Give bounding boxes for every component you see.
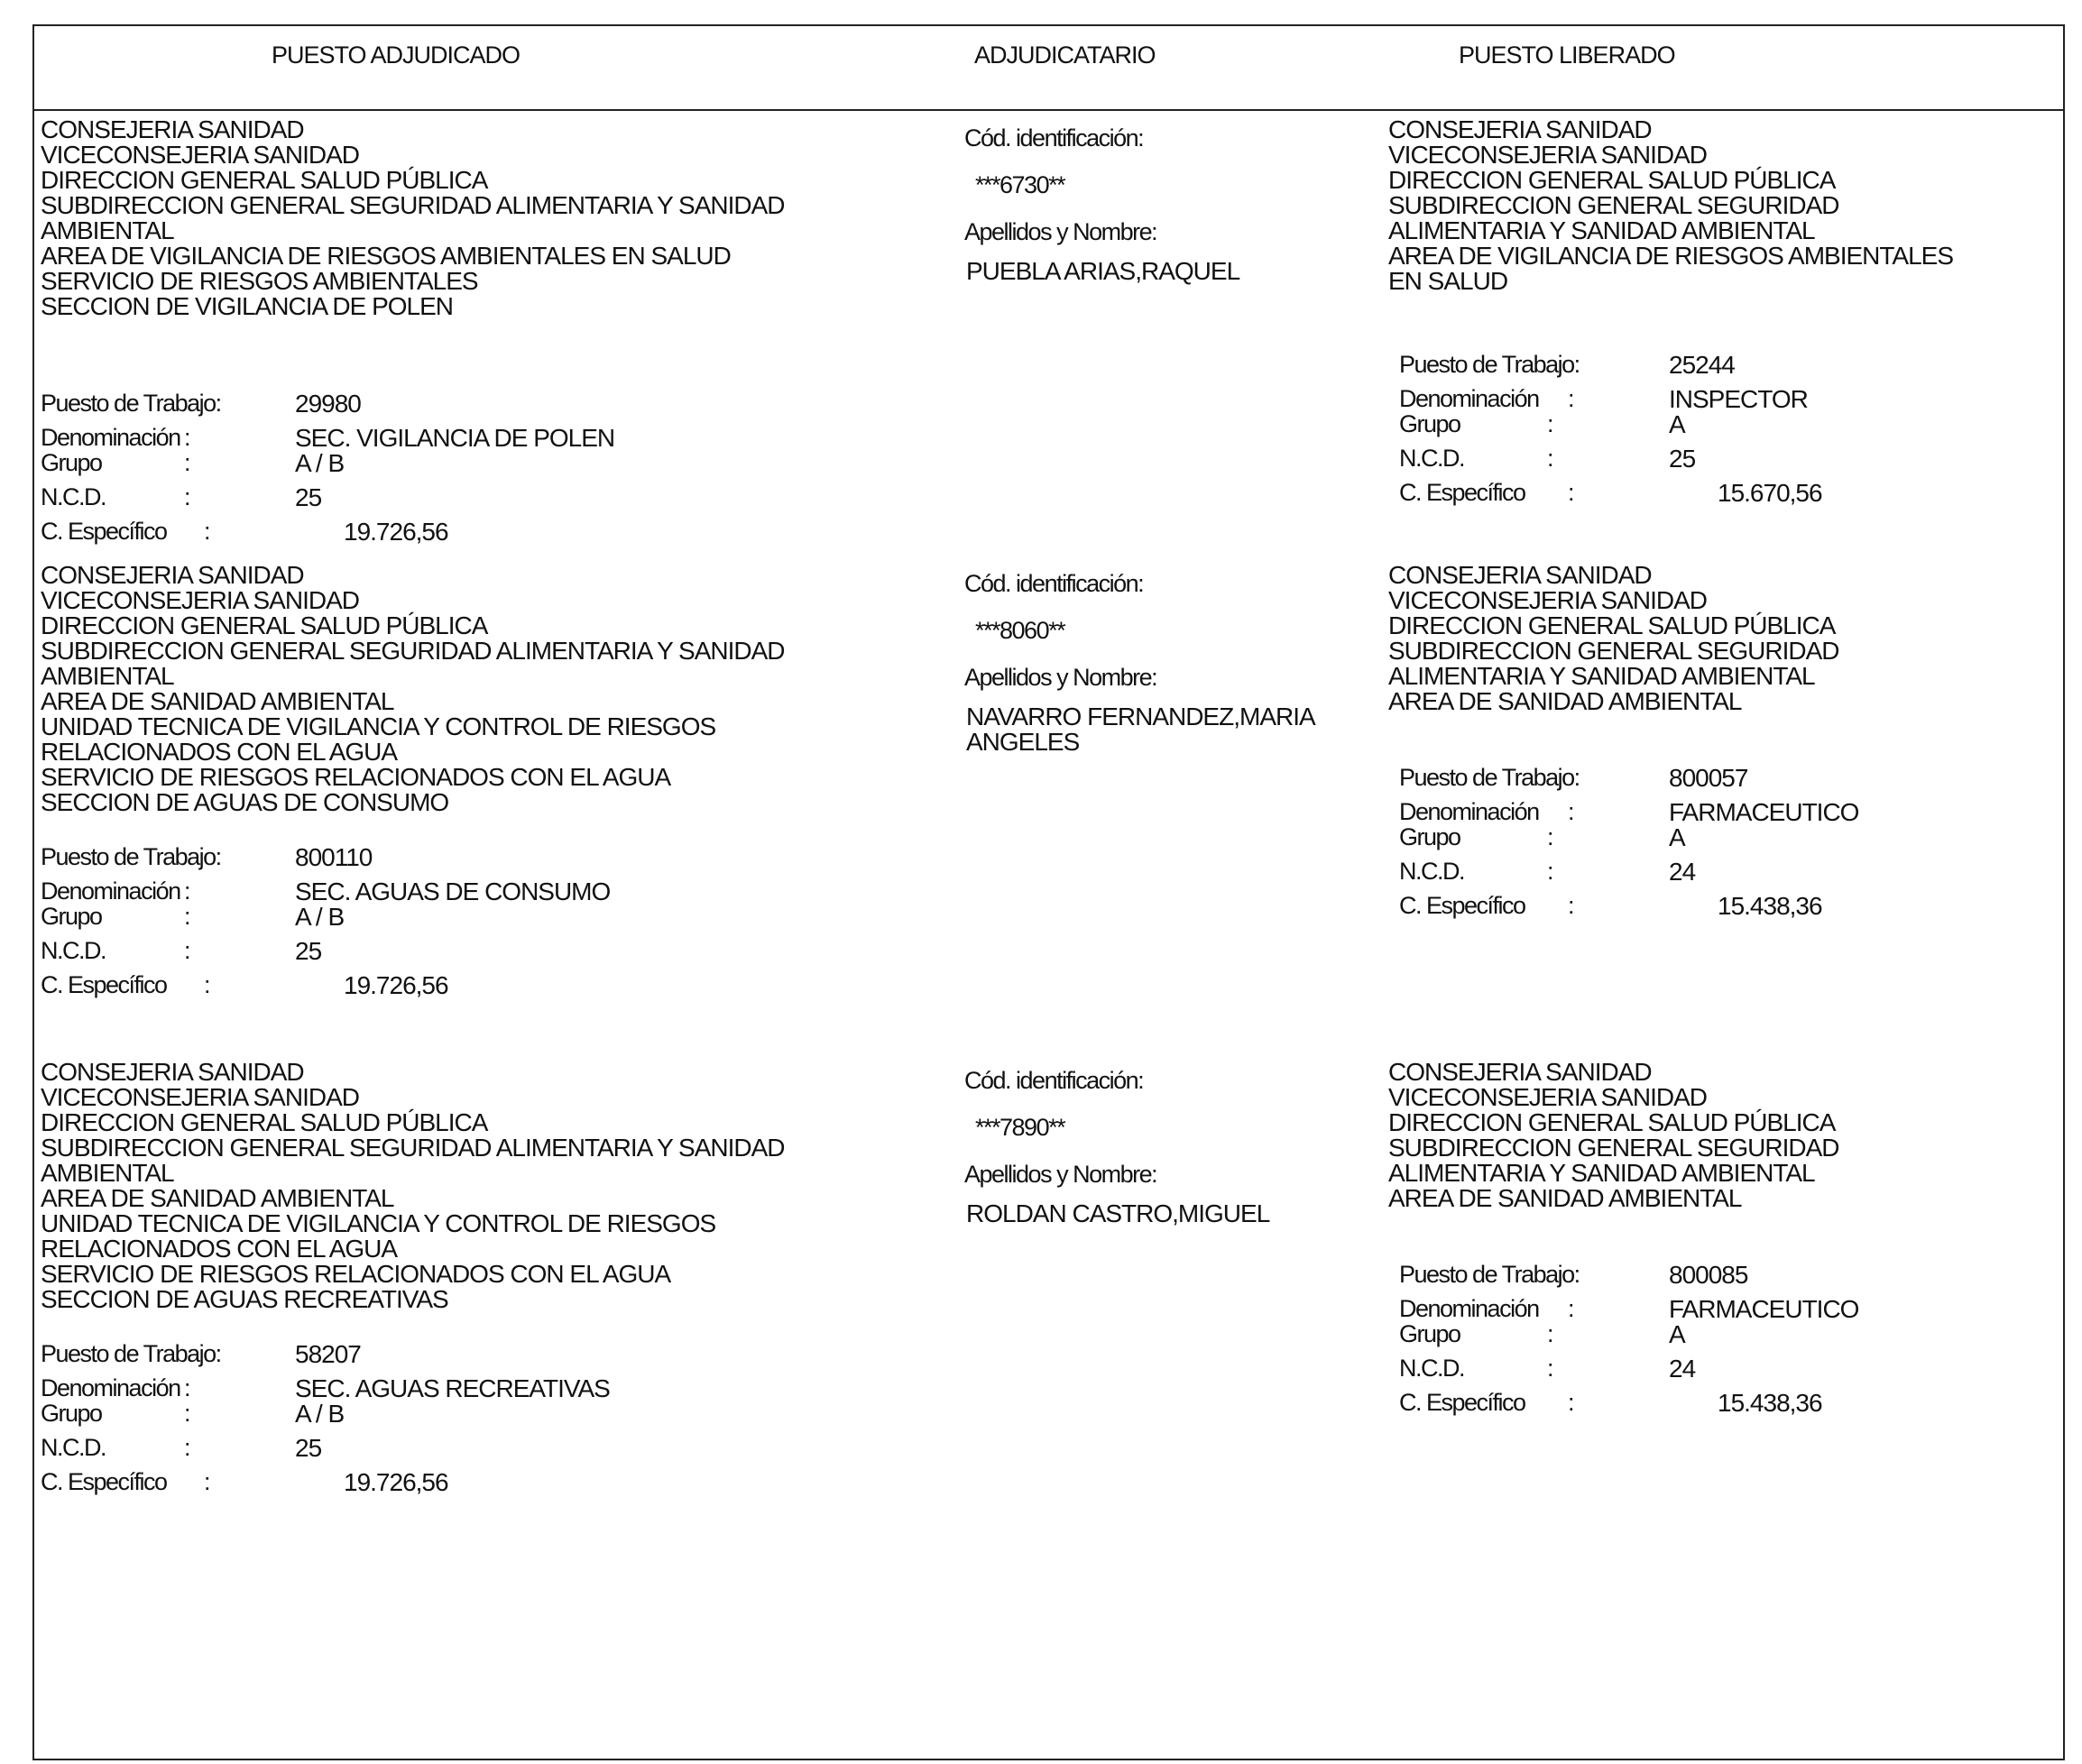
adjudicado-unit-line: VICECONSEJERIA SANIDAD <box>41 141 359 169</box>
adjudicado-unit <box>41 1060 852 1312</box>
puesto-label: Puesto de Trabajo: <box>41 390 221 417</box>
denominacion-value: SEC. VIGILANCIA DE POLEN <box>295 424 615 452</box>
adjudicatario-name-line: PUEBLA ARIAS,RAQUEL <box>966 257 1240 285</box>
liberado-unit <box>1388 563 2020 714</box>
grupo-value: A <box>1669 823 1685 851</box>
adjudicado-unit-line: VICECONSEJERIA SANIDAD <box>41 586 359 614</box>
apellidos-label: Apellidos y Nombre: <box>964 1161 1157 1188</box>
adjudicatario-name <box>966 1201 1345 1227</box>
denominacion-value: SEC. AGUAS RECREATIVAS <box>295 1374 610 1402</box>
liberado-unit-line: CONSEJERIA SANIDAD <box>1388 1058 1652 1086</box>
ncd-value: 25 <box>295 937 322 965</box>
denominacion-label: Denominación <box>1399 798 1539 825</box>
puesto-value: 29980 <box>295 390 361 418</box>
adjudicado-unit-line: AMBIENTAL <box>41 216 174 244</box>
liberado-unit-line: EN SALUD <box>1388 267 1508 295</box>
grupo-label: Grupo <box>1399 1320 1460 1347</box>
liberado-unit-line: DIRECCION GENERAL SALUD PÚBLICA <box>1388 166 1836 194</box>
adjudicado-unit-line: CONSEJERIA SANIDAD <box>41 115 304 143</box>
adjudicado-unit-line: SECCION DE AGUAS DE CONSUMO <box>41 788 449 816</box>
header-divider <box>32 109 2065 111</box>
ncd-label: N.C.D. <box>41 483 106 510</box>
especifico-value: 19.726,56 <box>344 518 448 546</box>
adjudicado-unit-line: SUBDIRECCION GENERAL SEGURIDAD ALIMENTARIA Y SANIDAD <box>41 191 785 219</box>
liberado-unit-line: SUBDIRECCION GENERAL SEGURIDAD <box>1388 191 1839 219</box>
grupo-value: A <box>1669 410 1685 438</box>
especifico-label: C. Específico <box>41 518 167 545</box>
colon: : <box>184 449 190 476</box>
cod-value: ***6730** <box>975 171 1065 198</box>
puesto-label: Puesto de Trabajo: <box>1399 351 1580 378</box>
grupo-label: Grupo <box>1399 410 1460 437</box>
denominacion-value: INSPECTOR <box>1669 385 1808 413</box>
adjudicado-unit-line: SERVICIO DE RIESGOS RELACIONADOS CON EL AGUA <box>41 763 671 791</box>
adjudicado-unit-line: AREA DE VIGILANCIA DE RIESGOS AMBIENTALES EN SALUD <box>41 242 731 270</box>
adjudicado-unit-line: SERVICIO DE RIESGOS AMBIENTALES <box>41 267 478 295</box>
liberado-unit-line: ALIMENTARIA Y SANIDAD AMBIENTAL <box>1388 1159 1815 1187</box>
colon: : <box>184 1400 190 1427</box>
ncd-value: 24 <box>1669 858 1696 886</box>
grupo-label: Grupo <box>1399 823 1460 850</box>
adjudicado-unit-line: DIRECCION GENERAL SALUD PÚBLICA <box>41 611 488 639</box>
denominacion-value: SEC. AGUAS DE CONSUMO <box>295 877 611 905</box>
grupo-value: A / B <box>295 449 345 477</box>
colon: : <box>1547 410 1553 437</box>
grupo-value: A / B <box>295 903 345 931</box>
puesto-label: Puesto de Trabajo: <box>41 843 221 870</box>
header-puesto-adjudicado: PUESTO ADJUDICADO <box>272 41 520 69</box>
colon: : <box>184 937 190 964</box>
colon: : <box>1568 479 1574 506</box>
liberado-unit-line: VICECONSEJERIA SANIDAD <box>1388 141 1707 169</box>
grupo-label: Grupo <box>41 903 102 930</box>
ncd-value: 24 <box>1669 1355 1696 1383</box>
adjudicado-unit-line: AMBIENTAL <box>41 1159 174 1187</box>
liberado-unit <box>1388 1060 2020 1211</box>
colon: : <box>184 1434 190 1461</box>
puesto-value: 58207 <box>295 1340 361 1368</box>
colon: : <box>1547 1320 1553 1347</box>
colon: : <box>1568 385 1574 412</box>
denominacion-label: Denominación <box>41 877 180 905</box>
liberado-unit-line: ALIMENTARIA Y SANIDAD AMBIENTAL <box>1388 216 1815 244</box>
liberado-unit-line: SUBDIRECCION GENERAL SEGURIDAD <box>1388 1134 1839 1162</box>
denominacion-label: Denominación <box>41 1374 180 1401</box>
adjudicatario-name <box>966 704 1345 755</box>
liberado-unit-line: CONSEJERIA SANIDAD <box>1388 115 1652 143</box>
adjudicado-unit-line: AREA DE SANIDAD AMBIENTAL <box>41 687 394 715</box>
colon: : <box>204 971 210 998</box>
adjudicado-unit-line: UNIDAD TECNICA DE VIGILANCIA Y CONTROL DE RIESGOS <box>41 712 716 740</box>
colon: : <box>184 877 190 905</box>
liberado-unit <box>1388 117 2020 294</box>
ncd-label: N.C.D. <box>41 1434 106 1461</box>
colon: : <box>1547 858 1553 885</box>
puesto-value: 800110 <box>295 843 373 871</box>
especifico-value: 15.438,36 <box>1718 1389 1822 1417</box>
denominacion-value: FARMACEUTICO <box>1669 798 1859 826</box>
colon: : <box>184 483 190 510</box>
colon: : <box>1547 445 1553 472</box>
adjudicatario-name-line: ANGELES <box>966 728 1080 756</box>
adjudicado-unit-line: RELACIONADOS CON EL AGUA <box>41 738 398 766</box>
adjudicado-unit-line: CONSEJERIA SANIDAD <box>41 561 304 589</box>
liberado-unit-line: VICECONSEJERIA SANIDAD <box>1388 1083 1707 1111</box>
liberado-unit-line: SUBDIRECCION GENERAL SEGURIDAD <box>1388 637 1839 665</box>
adjudicatario-name <box>966 259 1345 284</box>
ncd-value: 25 <box>295 483 322 511</box>
cod-label: Cód. identificación: <box>964 124 1144 152</box>
adjudicado-unit-line: UNIDAD TECNICA DE VIGILANCIA Y CONTROL DE RIESGOS <box>41 1209 716 1237</box>
liberado-unit-line: AREA DE SANIDAD AMBIENTAL <box>1388 1184 1742 1212</box>
colon: : <box>1568 892 1574 919</box>
colon: : <box>184 1374 190 1401</box>
adjudicado-unit-line: CONSEJERIA SANIDAD <box>41 1058 304 1086</box>
especifico-label: C. Específico <box>1399 479 1525 506</box>
adjudicado-unit-line: AMBIENTAL <box>41 662 174 690</box>
adjudicado-unit-line: SUBDIRECCION GENERAL SEGURIDAD ALIMENTARIA Y SANIDAD <box>41 637 785 665</box>
cod-value: ***7890** <box>975 1114 1065 1141</box>
puesto-label: Puesto de Trabajo: <box>41 1340 221 1367</box>
especifico-value: 19.726,56 <box>344 971 448 999</box>
adjudicado-unit-line: DIRECCION GENERAL SALUD PÚBLICA <box>41 166 488 194</box>
cod-value: ***8060** <box>975 617 1065 644</box>
colon: : <box>1568 798 1574 825</box>
colon: : <box>1568 1295 1574 1322</box>
adjudicado-unit-line: SECCION DE AGUAS RECREATIVAS <box>41 1285 448 1313</box>
especifico-value: 19.726,56 <box>344 1468 448 1496</box>
liberado-unit-line: ALIMENTARIA Y SANIDAD AMBIENTAL <box>1388 662 1815 690</box>
liberado-unit-line: AREA DE VIGILANCIA DE RIESGOS AMBIENTALES <box>1388 242 1954 270</box>
record <box>0 563 2082 1059</box>
ncd-label: N.C.D. <box>1399 1355 1464 1382</box>
apellidos-label: Apellidos y Nombre: <box>964 218 1157 245</box>
grupo-label: Grupo <box>41 1400 102 1427</box>
ncd-value: 25 <box>1669 445 1696 473</box>
adjudicado-unit <box>41 563 852 815</box>
especifico-label: C. Específico <box>1399 892 1525 919</box>
especifico-value: 15.670,56 <box>1718 479 1822 507</box>
adjudicatario-name-line: NAVARRO FERNANDEZ,MARIA <box>966 703 1315 730</box>
especifico-value: 15.438,36 <box>1718 892 1822 920</box>
colon: : <box>184 903 190 930</box>
record <box>0 1060 2082 1556</box>
adjudicado-unit-line: RELACIONADOS CON EL AGUA <box>41 1235 398 1263</box>
liberado-unit-line: DIRECCION GENERAL SALUD PÚBLICA <box>1388 611 1836 639</box>
denominacion-value: FARMACEUTICO <box>1669 1295 1859 1323</box>
adjudicado-unit-line: SECCION DE VIGILANCIA DE POLEN <box>41 292 454 320</box>
grupo-value: A / B <box>295 1400 345 1428</box>
ncd-label: N.C.D. <box>41 937 106 964</box>
adjudicatario-name-line: ROLDAN CASTRO,MIGUEL <box>966 1199 1270 1227</box>
grupo-value: A <box>1669 1320 1685 1348</box>
puesto-label: Puesto de Trabajo: <box>1399 764 1580 791</box>
colon: : <box>204 1468 210 1495</box>
grupo-label: Grupo <box>41 449 102 476</box>
denominacion-label: Denominación <box>1399 1295 1539 1322</box>
liberado-unit-line: AREA DE SANIDAD AMBIENTAL <box>1388 687 1742 715</box>
puesto-value: 25244 <box>1669 351 1735 379</box>
liberado-unit-line: VICECONSEJERIA SANIDAD <box>1388 586 1707 614</box>
denominacion-label: Denominación <box>1399 385 1539 412</box>
colon: : <box>184 424 190 451</box>
liberado-unit-line: CONSEJERIA SANIDAD <box>1388 561 1652 589</box>
especifico-label: C. Específico <box>41 971 167 998</box>
denominacion-label: Denominación <box>41 424 180 451</box>
liberado-unit-line: DIRECCION GENERAL SALUD PÚBLICA <box>1388 1108 1836 1136</box>
adjudicado-unit-line: SUBDIRECCION GENERAL SEGURIDAD ALIMENTARIA Y SANIDAD <box>41 1134 785 1162</box>
puesto-label: Puesto de Trabajo: <box>1399 1261 1580 1288</box>
colon: : <box>1547 823 1553 850</box>
adjudicado-unit <box>41 117 852 319</box>
cod-label: Cód. identificación: <box>964 570 1144 597</box>
adjudicado-unit-line: DIRECCION GENERAL SALUD PÚBLICA <box>41 1108 488 1136</box>
header-puesto-liberado: PUESTO LIBERADO <box>1459 41 1675 69</box>
adjudicado-unit-line: VICECONSEJERIA SANIDAD <box>41 1083 359 1111</box>
ncd-value: 25 <box>295 1434 322 1462</box>
especifico-label: C. Específico <box>1399 1389 1525 1416</box>
colon: : <box>1547 1355 1553 1382</box>
adjudicado-unit-line: SERVICIO DE RIESGOS RELACIONADOS CON EL AGUA <box>41 1260 671 1288</box>
adjudicado-unit-line: AREA DE SANIDAD AMBIENTAL <box>41 1184 394 1212</box>
ncd-label: N.C.D. <box>1399 445 1464 472</box>
record <box>0 117 2082 613</box>
puesto-value: 800085 <box>1669 1261 1748 1289</box>
header-adjudicatario: ADJUDICATARIO <box>974 41 1156 69</box>
colon: : <box>204 518 210 545</box>
especifico-label: C. Específico <box>41 1468 167 1495</box>
apellidos-label: Apellidos y Nombre: <box>964 664 1157 691</box>
ncd-label: N.C.D. <box>1399 858 1464 885</box>
puesto-value: 800057 <box>1669 764 1748 792</box>
cod-label: Cód. identificación: <box>964 1067 1144 1094</box>
colon: : <box>1568 1389 1574 1416</box>
